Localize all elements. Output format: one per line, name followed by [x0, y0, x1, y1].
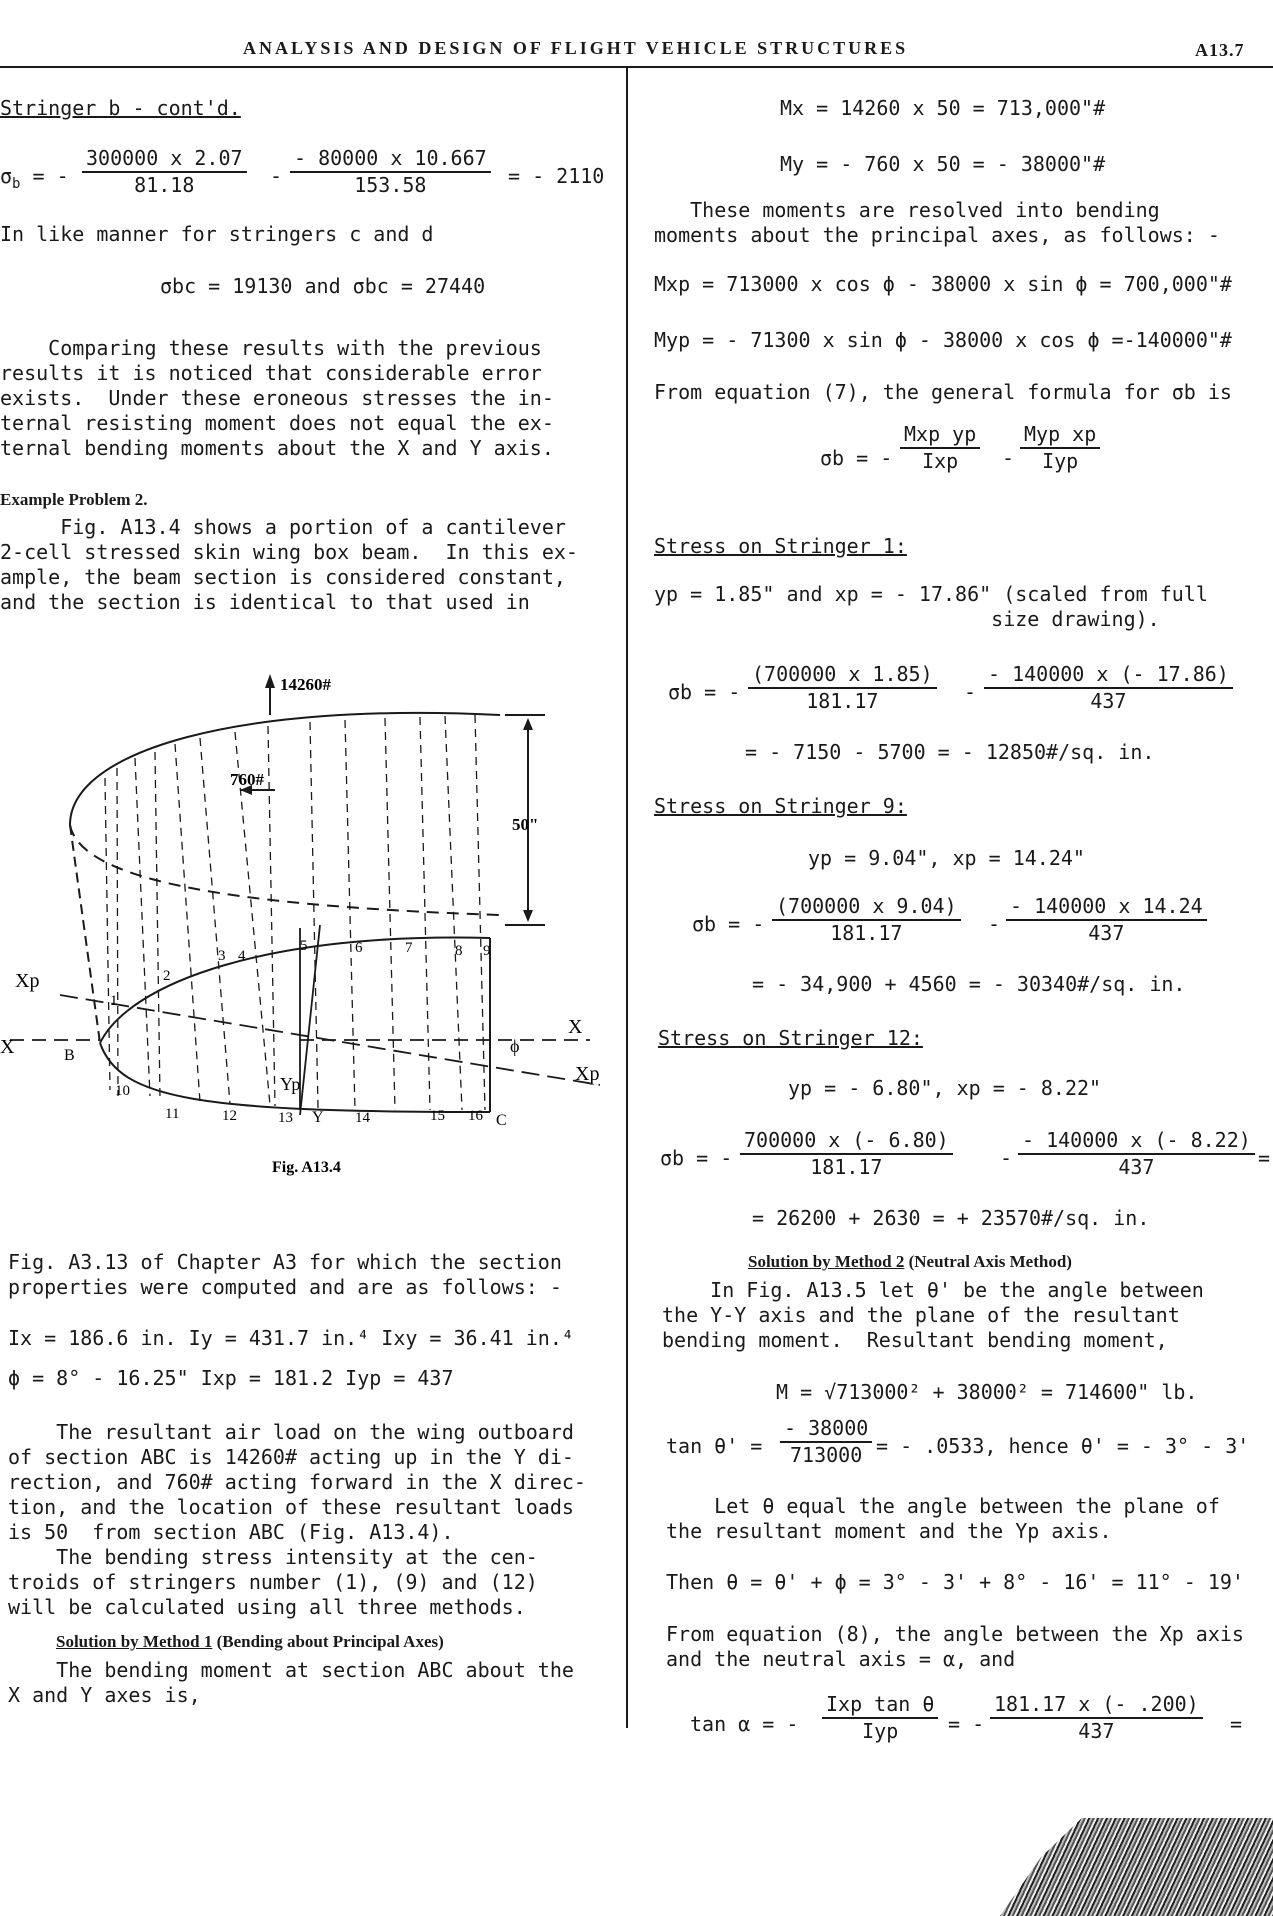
svg-text:13: 13 [278, 1110, 293, 1126]
mx-equation: Mx = 14260 x 50 = 713,000"# [780, 96, 1106, 120]
stringer9-result: = - 34,900 + 4560 = - 30340#/sq. in. [752, 972, 1186, 996]
running-header: ANALYSIS AND DESIGN OF FLIGHT VEHICLE STRUCTURES [243, 38, 909, 58]
column-divider [626, 68, 628, 1728]
stringer9-coords: yp = 9.04", xp = 14.24" [808, 846, 1085, 870]
svg-text:12: 12 [222, 1108, 237, 1124]
point-b-label: B [64, 1047, 75, 1064]
stringer-b-cont: Stringer b - cont'd. [0, 96, 241, 120]
like-manner-text: In like manner for stringers c and d [0, 222, 434, 246]
x-axis-label-right: X [568, 1016, 583, 1038]
svg-text:8: 8 [455, 943, 463, 959]
x-axis-label-left: X [0, 1036, 15, 1058]
from-eq7-text: From equation (7), the general formula for σb is [654, 380, 1232, 404]
let-theta-paragraph: Let θ equal the angle between the plane of the resultant moment and the Yp axis. [666, 1494, 1220, 1543]
svg-text:6: 6 [355, 940, 363, 956]
method2-paragraph: In Fig. A13.5 let θ' be the angle between the Y-Y axis and the plane of the resultant bending moment. Resultant bending moment, [662, 1278, 1204, 1352]
stringer12-heading: Stress on Stringer 12: [658, 1026, 923, 1050]
y-axis-label: Y [312, 1109, 324, 1126]
svg-text:2: 2 [163, 968, 171, 984]
stringer1-heading: Stress on Stringer 1: [654, 534, 907, 558]
resultant-load-paragraph: The resultant air load on the wing outboard of section ABC is 14260# acting up in the Y di- rection, and 760# acting forward in the X direc- tion, and the location of these resultant loads is 50 from section ABC (Fig. A13.4). The bending stress intensity at the cen- troids of stringers number (1), (9) and (12) will be calculated using all three methods. [8, 1420, 586, 1619]
example-paragraph: Fig. A13.4 shows a portion of a cantilever 2-cell stressed skin wing box beam. In this ex- ample, the beam section is considered constant, and the section is identical to that used in [0, 515, 578, 614]
phi-angle-label: ϕ [510, 1036, 520, 1056]
stringer12-result: = 26200 + 2630 = + 23570#/sq. in. [752, 1206, 1150, 1230]
svg-text:14: 14 [355, 1110, 370, 1126]
comparing-paragraph: Comparing these results with the previous results it is noticed that considerable error exists. Under these eroneous stresses the in- ternal resisting moment does not equal the ex- ternal bending moments about the X and Y axis. [0, 336, 554, 460]
svg-text:15: 15 [430, 1108, 445, 1124]
then-theta-equation: Then θ = θ' + ϕ = 3° - 3' + 8° - 16' = 11° - 19' [666, 1570, 1244, 1594]
svg-text:7: 7 [405, 940, 413, 956]
wing-box-figure [0, 660, 620, 1180]
load-14260-label: 14260# [280, 675, 331, 694]
load-760-label: 760# [230, 770, 264, 789]
myp-equation: Myp = - 71300 x sin ϕ - 38000 x cos ϕ =-140000"# [654, 328, 1232, 352]
svg-text:3: 3 [218, 948, 226, 964]
stringer1-result: = - 7150 - 5700 = - 12850#/sq. in. [745, 740, 1155, 764]
method1-heading: Solution by Method 1 (Bending about Principal Axes) [56, 1632, 444, 1651]
method2-heading: Solution by Method 2 (Neutral Axis Method) [748, 1252, 1072, 1271]
stringer1-coords: yp = 1.85" and xp = - 17.86" (scaled from full size drawing). [654, 582, 1208, 631]
resolved-paragraph: These moments are resolved into bending moments about the principal axes, as follows: - [654, 198, 1220, 247]
span-50-label: 50" [512, 815, 539, 834]
stringer12-coords: yp = - 6.80", xp = - 8.22" [788, 1076, 1102, 1100]
mxp-equation: Mxp = 713000 x cos ϕ - 38000 x sin ϕ = 700,000"# [654, 272, 1232, 296]
sigma-cd-values: σbc = 19130 and σbc = 27440 [160, 274, 486, 298]
page-number: A13.7 [1195, 40, 1245, 60]
fig-ref-paragraph: Fig. A3.13 of Chapter A3 for which the section properties were computed and are as follows: - [8, 1250, 562, 1299]
outboard-lower-contour [70, 825, 500, 915]
svg-text:5: 5 [300, 938, 308, 954]
svg-text:9: 9 [483, 943, 491, 959]
header-rule [0, 66, 1273, 68]
method1-paragraph: The bending moment at section ABC about the X and Y axes is, [8, 1658, 574, 1707]
section-props-line2: ϕ = 8° - 16.25" Ixp = 181.2 Iyp = 437 [8, 1366, 454, 1390]
svg-text:1: 1 [110, 993, 118, 1009]
point-c-label: C [496, 1112, 507, 1129]
svg-text:11: 11 [165, 1106, 180, 1122]
svg-text:16: 16 [468, 1108, 483, 1124]
xp-axis-label-right: Xp [575, 1063, 600, 1085]
stringer9-heading: Stress on Stringer 9: [654, 794, 907, 818]
example-heading: Example Problem 2. [0, 490, 148, 509]
figure-caption: Fig. A13.4 [272, 1159, 341, 1176]
yp-axis-label: Yp [280, 1074, 301, 1094]
resultant-moment-equation: M = √713000² + 38000² = 714600" lb. [776, 1380, 1198, 1404]
section-props-line1: Ix = 186.6 in. Iy = 431.7 in.⁴ Ixy = 36.41 in.⁴ [8, 1326, 574, 1350]
scan-artifact [1000, 1818, 1273, 1916]
svg-text:10: 10 [115, 1083, 130, 1099]
from-eq8-paragraph: From equation (8), the angle between the Xp axis and the neutral axis = α, and [666, 1622, 1244, 1671]
xp-axis-label-left: Xp [15, 970, 40, 992]
outboard-upper-contour [70, 713, 500, 825]
svg-text:4: 4 [238, 948, 246, 964]
my-equation: My = - 760 x 50 = - 38000"# [780, 152, 1106, 176]
